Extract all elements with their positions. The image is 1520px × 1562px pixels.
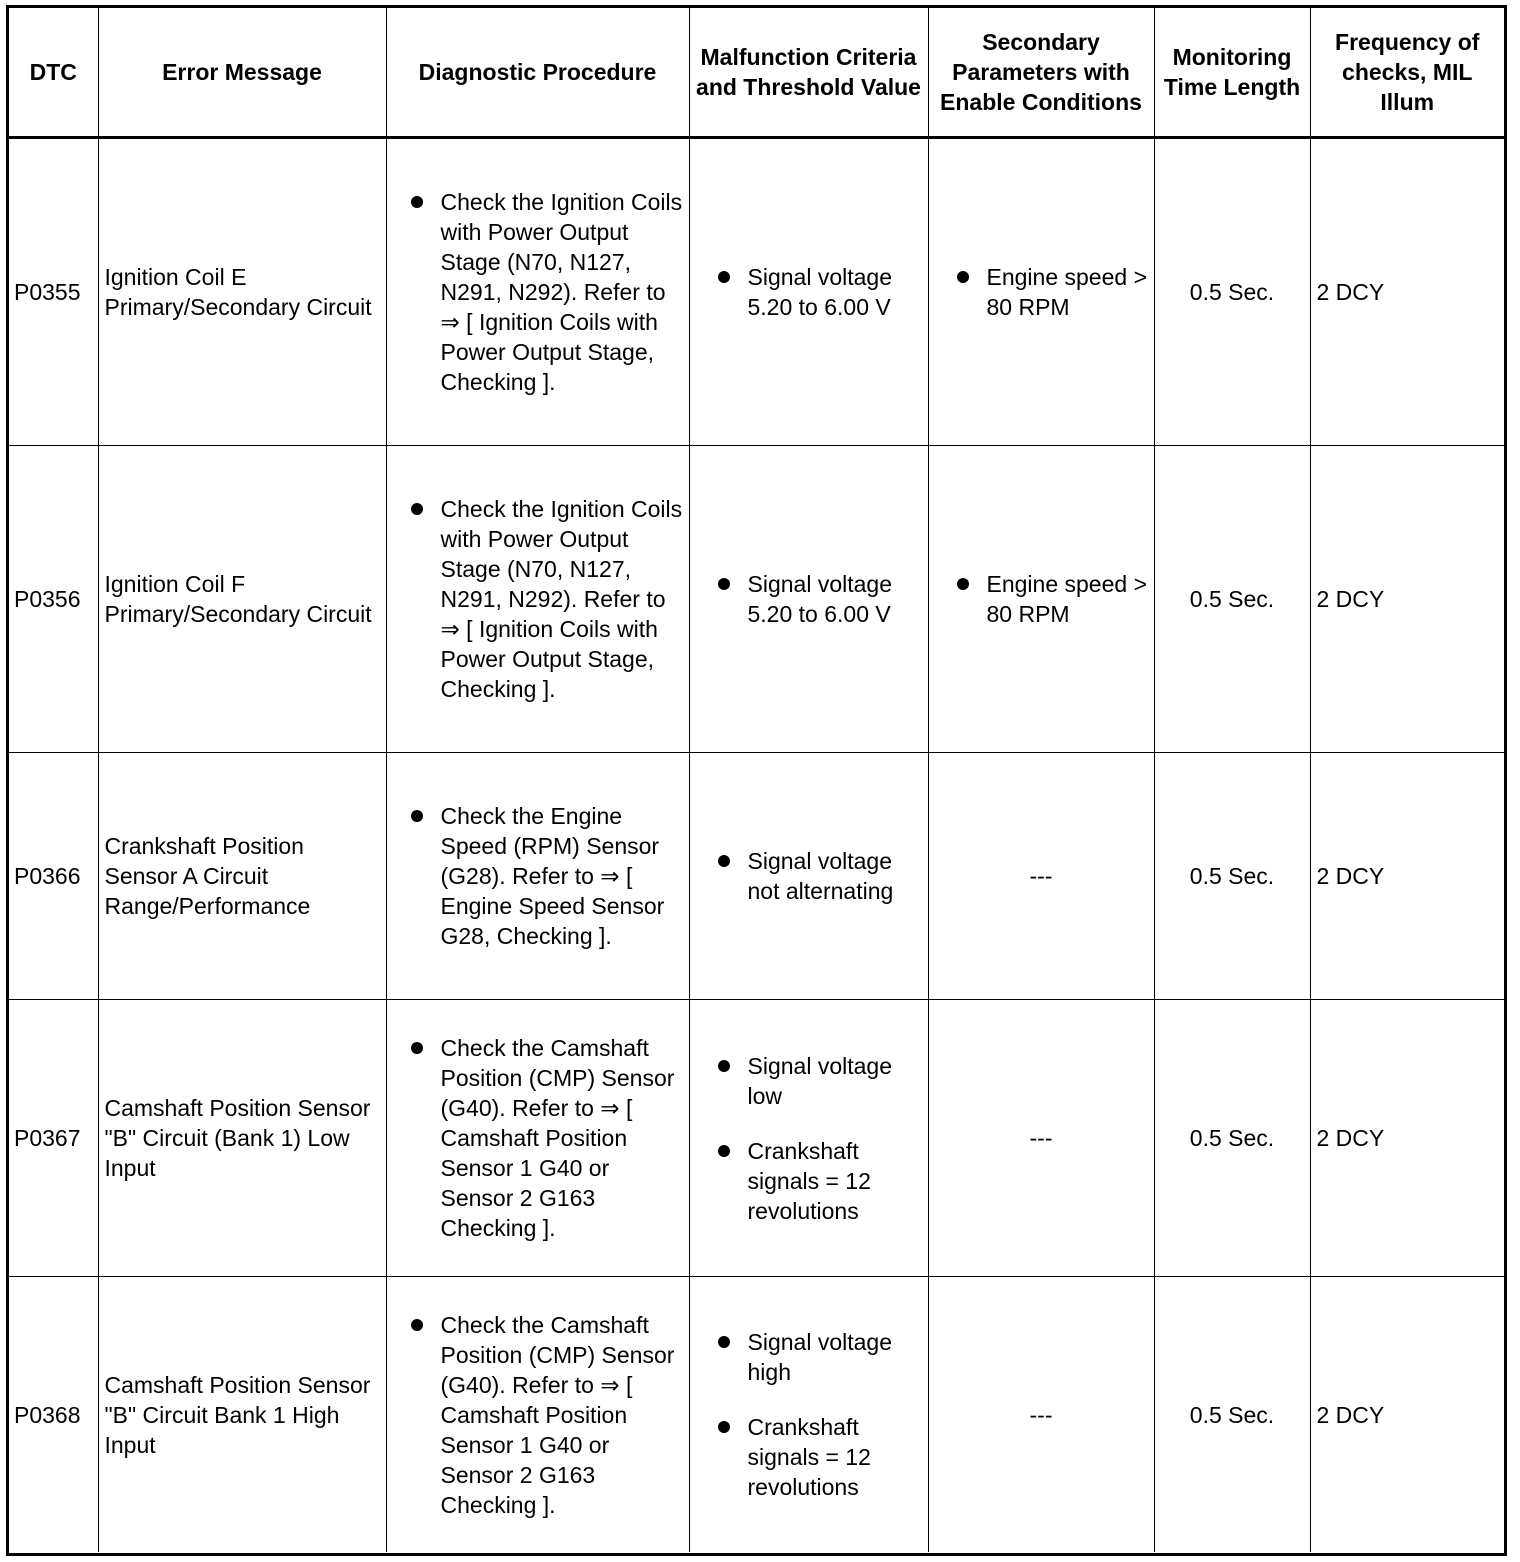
criteria-item bbox=[714, 569, 922, 629]
criteria-text: Signal voltage low bbox=[747, 1052, 892, 1109]
criteria-item bbox=[714, 1327, 922, 1387]
criteria-text: Crankshaft signals = 12 revolutions bbox=[747, 1137, 871, 1224]
dtc-code: P0368 bbox=[9, 1277, 98, 1553]
criteria-text: Signal voltage high bbox=[747, 1329, 892, 1385]
frequency: 2 DCY bbox=[1310, 1000, 1504, 1277]
dtc-code: P0366 bbox=[9, 753, 98, 1000]
procedure-text: Check the Camshaft Position (CMP) Sensor (G40). Refer to ⇒ [ Camshaft Position Sensor 1 G40 or Sensor 2 G163 Checking ]. bbox=[440, 1311, 675, 1518]
secondary-empty: --- bbox=[928, 1277, 1154, 1553]
criteria-text: Crankshaft signals = 12 revolutions bbox=[747, 1414, 871, 1500]
diagnostic-procedure-cell bbox=[386, 1000, 689, 1277]
error-message: Camshaft Position Sensor "B" Circuit (Bank 1) Low Input bbox=[98, 1000, 386, 1277]
bullet-icon bbox=[718, 1336, 730, 1348]
secondary-cell bbox=[928, 138, 1154, 446]
criteria-item bbox=[714, 1051, 922, 1111]
criteria-item bbox=[714, 846, 922, 906]
criteria-item bbox=[714, 262, 922, 322]
diagnostic-procedure-cell bbox=[386, 753, 689, 1000]
criteria-item bbox=[714, 1412, 922, 1502]
monitoring-time: 0.5 Sec. bbox=[1154, 1000, 1310, 1277]
dtc-code: P0355 bbox=[9, 138, 98, 446]
diagnostic-procedure-cell bbox=[386, 138, 689, 446]
secondary-text: Engine speed > 80 RPM bbox=[986, 571, 1147, 627]
bullet-icon bbox=[411, 503, 423, 515]
criteria-cell bbox=[689, 446, 928, 753]
table-row bbox=[9, 1000, 1504, 1277]
bullet-icon bbox=[718, 578, 730, 590]
criteria-text: Signal voltage 5.20 to 6.00 V bbox=[747, 571, 892, 627]
table-row bbox=[9, 1277, 1504, 1553]
procedure-item bbox=[407, 494, 683, 704]
header-malfunction-criteria: Malfunction Criteria and Threshold Value bbox=[689, 8, 928, 138]
diagnostic-procedure-cell bbox=[386, 446, 689, 753]
frequency: 2 DCY bbox=[1310, 446, 1504, 753]
secondary-item bbox=[953, 262, 1148, 322]
secondary-empty: --- bbox=[928, 753, 1154, 1000]
criteria-cell bbox=[689, 753, 928, 1000]
frequency: 2 DCY bbox=[1310, 1277, 1504, 1553]
bullet-icon bbox=[718, 1060, 730, 1072]
secondary-empty: --- bbox=[928, 1000, 1154, 1277]
header-frequency: Frequency of checks, MIL Illum bbox=[1310, 8, 1504, 138]
table-header-row bbox=[9, 8, 1504, 138]
criteria-cell bbox=[689, 1000, 928, 1277]
criteria-text: Signal voltage not alternating bbox=[747, 848, 894, 904]
criteria-text: Signal voltage 5.20 to 6.00 V bbox=[747, 264, 892, 320]
dtc-table-frame bbox=[6, 5, 1507, 1556]
dtc-table bbox=[9, 8, 1504, 1552]
bullet-icon bbox=[718, 1145, 730, 1157]
error-message: Ignition Coil E Primary/Secondary Circuit bbox=[98, 138, 386, 446]
error-message: Crankshaft Position Sensor A Circuit Range/Performance bbox=[98, 753, 386, 1000]
procedure-text: Check the Ignition Coils with Power Output Stage (N70, N127, N291, N292). Refer to ⇒ [ Ignition Coils with Power Output Stage, Checking ]. bbox=[440, 189, 683, 395]
procedure-item bbox=[407, 1310, 683, 1520]
monitoring-time: 0.5 Sec. bbox=[1154, 753, 1310, 1000]
criteria-cell bbox=[689, 1277, 928, 1553]
bullet-icon bbox=[411, 810, 423, 822]
header-error-message: Error Message bbox=[98, 8, 386, 138]
bullet-icon bbox=[718, 1421, 730, 1433]
bullet-icon bbox=[957, 578, 969, 590]
bullet-icon bbox=[411, 196, 423, 208]
bullet-icon bbox=[718, 855, 730, 867]
bullet-icon bbox=[718, 271, 730, 283]
frequency: 2 DCY bbox=[1310, 753, 1504, 1000]
procedure-text: Check the Engine Speed (RPM) Sensor (G28). Refer to ⇒ [ Engine Speed Sensor G28, Checking ]. bbox=[440, 803, 665, 949]
procedure-text: Check the Ignition Coils with Power Output Stage (N70, N127, N291, N292). Refer to ⇒ [ Ignition Coils with Power Output Stage, Checking ]. bbox=[440, 496, 683, 702]
header-secondary-parameters: Secondary Parameters with Enable Conditions bbox=[928, 8, 1154, 138]
secondary-cell bbox=[928, 446, 1154, 753]
dtc-code: P0367 bbox=[9, 1000, 98, 1277]
header-dtc: DTC bbox=[9, 8, 98, 138]
header-diagnostic-procedure: Diagnostic Procedure bbox=[386, 8, 689, 138]
bullet-icon bbox=[411, 1042, 423, 1054]
procedure-text: Check the Camshaft Position (CMP) Sensor (G40). Refer to ⇒ [ Camshaft Position Sensor 1 G40 or Sensor 2 G163 Checking ]. bbox=[440, 1035, 675, 1241]
diagnostic-procedure-cell bbox=[386, 1277, 689, 1553]
dtc-code: P0356 bbox=[9, 446, 98, 753]
bullet-icon bbox=[957, 271, 969, 283]
error-message: Camshaft Position Sensor "B" Circuit Bank 1 High Input bbox=[98, 1277, 386, 1553]
monitoring-time: 0.5 Sec. bbox=[1154, 446, 1310, 753]
secondary-item bbox=[953, 569, 1148, 629]
error-message: Ignition Coil F Primary/Secondary Circuit bbox=[98, 446, 386, 753]
monitoring-time: 0.5 Sec. bbox=[1154, 1277, 1310, 1553]
bullet-icon bbox=[411, 1319, 423, 1331]
frequency: 2 DCY bbox=[1310, 138, 1504, 446]
criteria-cell bbox=[689, 138, 928, 446]
secondary-text: Engine speed > 80 RPM bbox=[986, 264, 1147, 320]
monitoring-time: 0.5 Sec. bbox=[1154, 138, 1310, 446]
procedure-item bbox=[407, 1033, 683, 1243]
procedure-item bbox=[407, 801, 683, 951]
criteria-item bbox=[714, 1136, 922, 1226]
procedure-item bbox=[407, 187, 683, 397]
table-row bbox=[9, 446, 1504, 753]
header-monitoring-time: Monitoring Time Length bbox=[1154, 8, 1310, 138]
table-row bbox=[9, 138, 1504, 446]
table-row bbox=[9, 753, 1504, 1000]
